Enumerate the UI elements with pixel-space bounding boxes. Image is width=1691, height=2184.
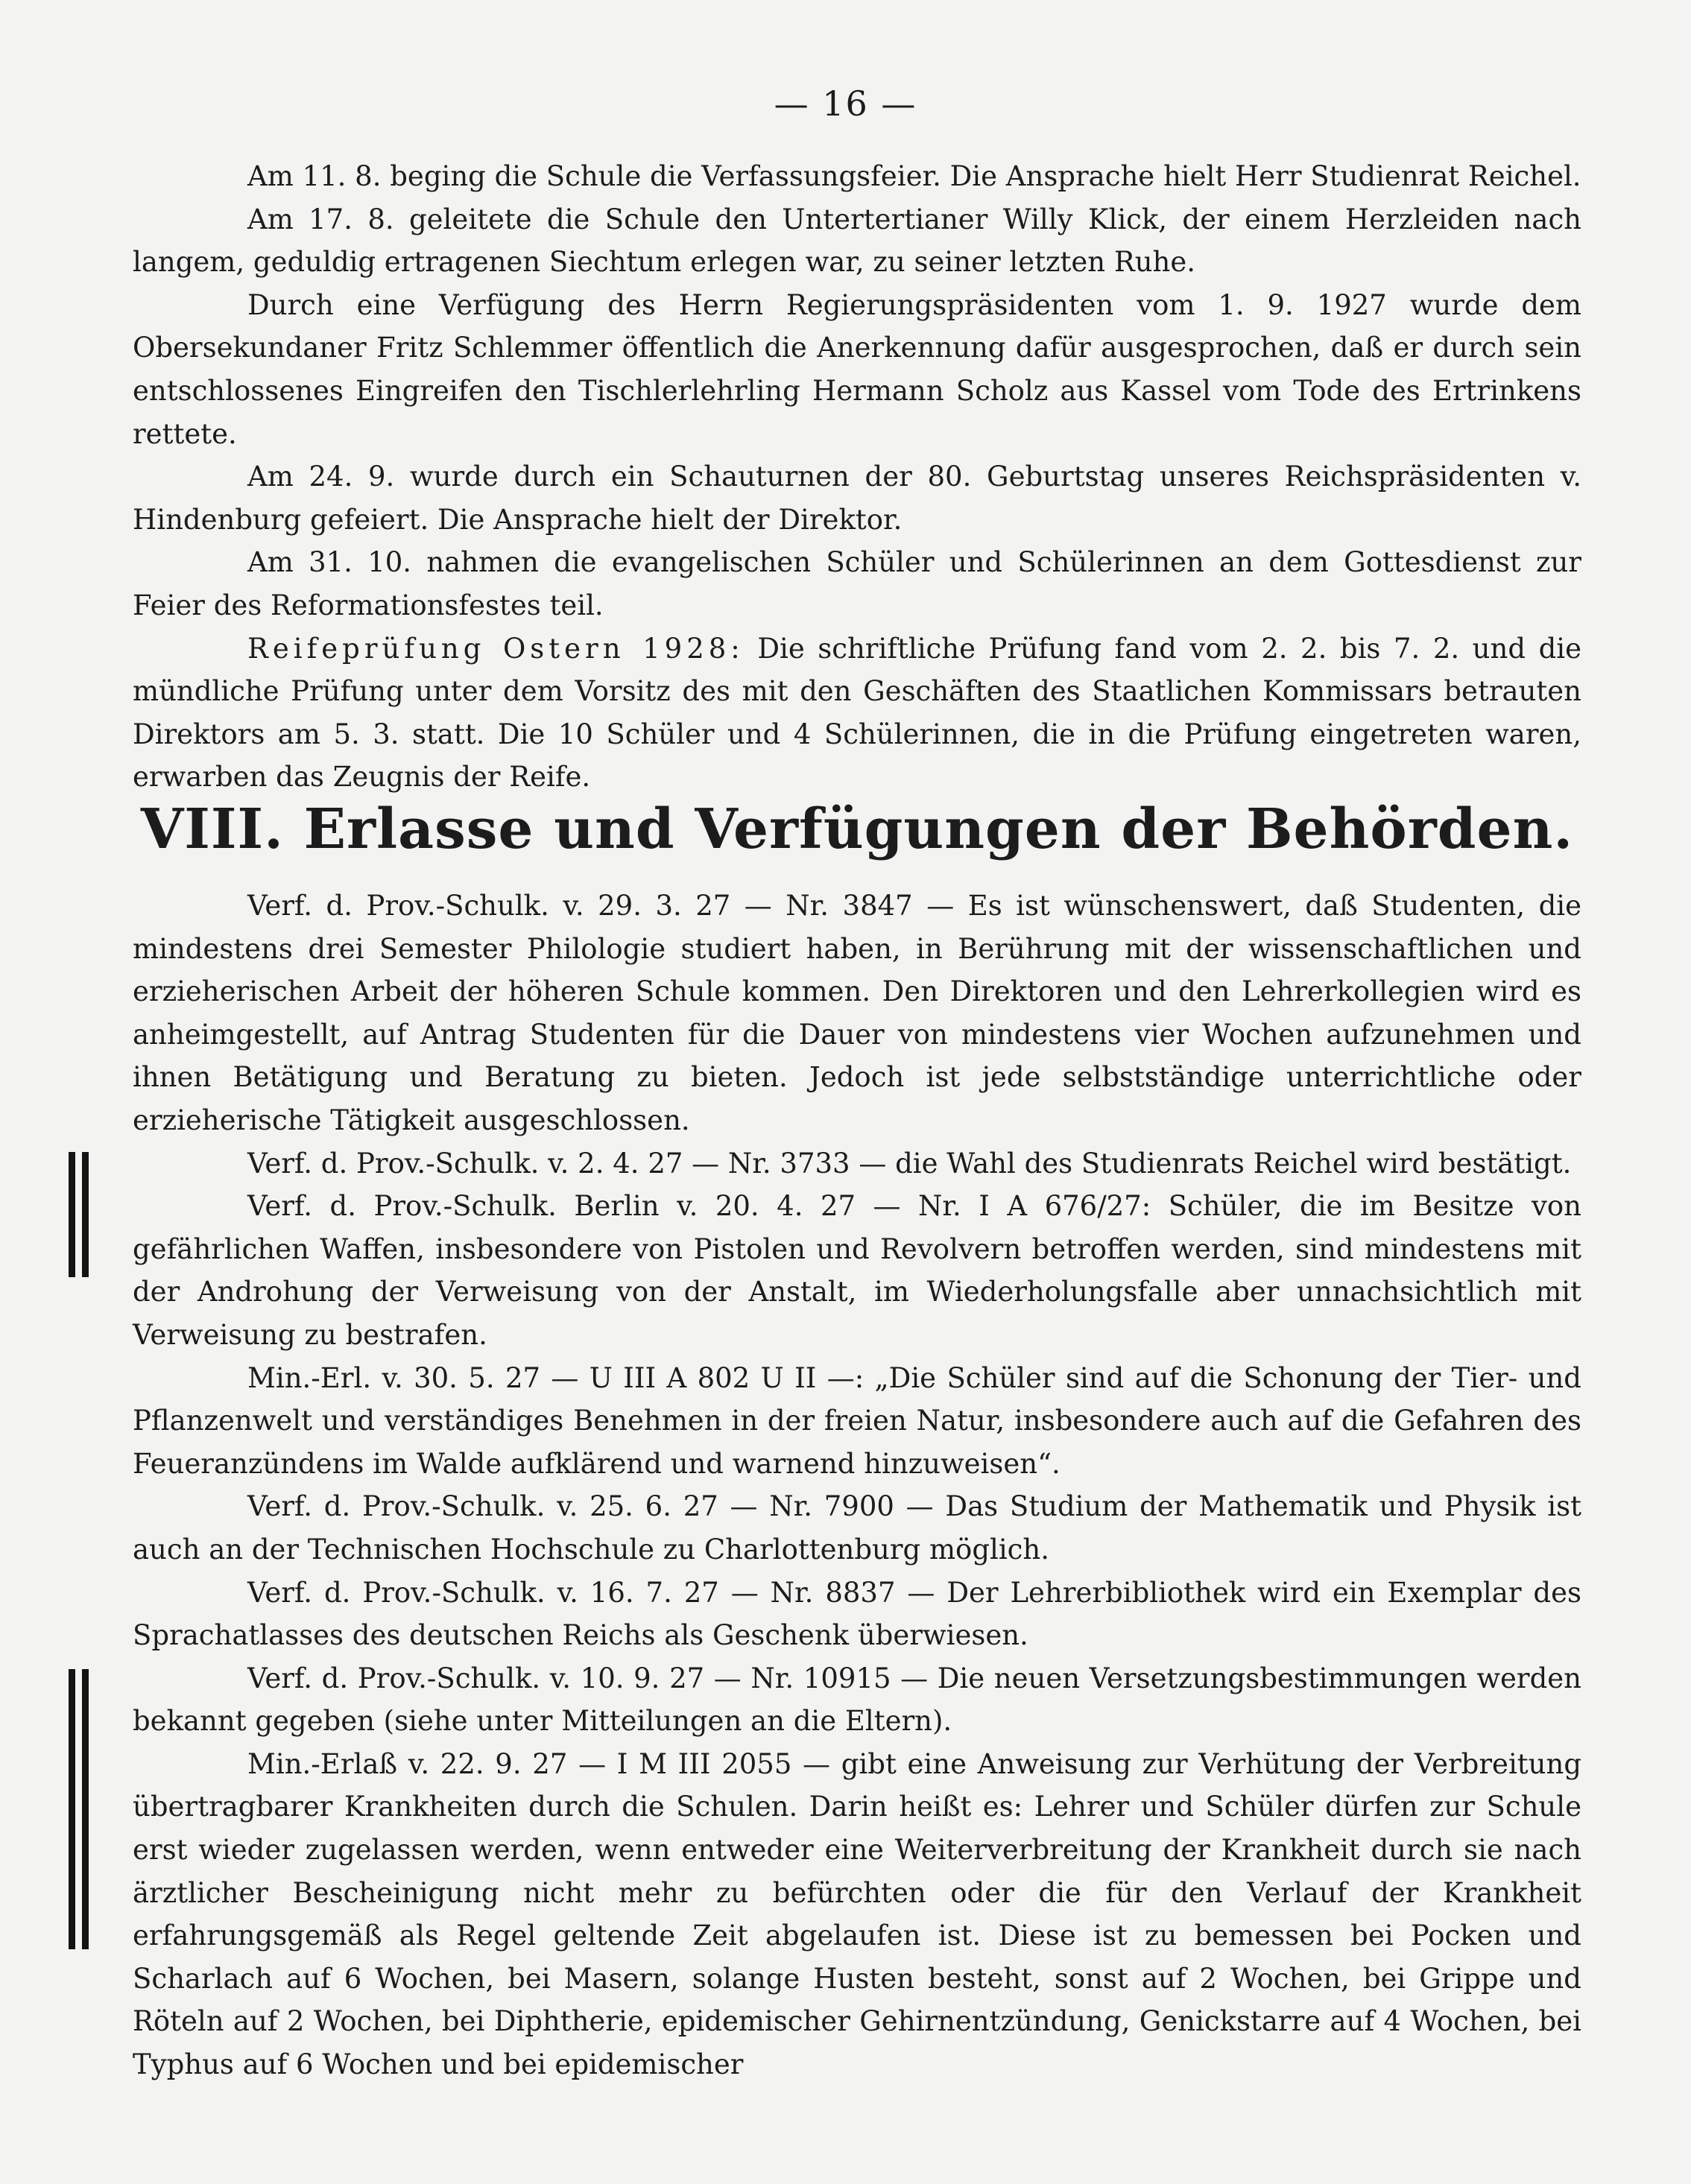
- paragraph-final-exam: [133, 627, 1581, 799]
- decree-contagious-diseases: Min.-Erlaß v. 22. 9. 27 — I M III 2055 — gibt eine Anweisung zur Verhütung der Verbreitung übertragbarer Krankheiten durch die Schulen. Darin heißt es: Lehrer und Schüler dürfen zur Schule erst wieder zugelassen werden, wenn entweder eine Weiterverbreitung der Krankheit durch sie nach ärztlicher Bescheinigung nicht mehr zu befürchten oder die für den Verlauf der Krankheit erfahrungsgemäß als Regel geltende Zeit abgelaufen ist. Diese ist zu bemessen bei Pocken und Scharlach auf 6 Wochen, bei Masern, solange Husten besteht, sonst auf 2 Wochen, bei Grippe und Röteln auf 2 Wochen, bei Diphtherie, epidemischer Gehirnentzündung, Genickstarre auf 4 Wochen, bei Typhus auf 6 Wochen und bei epidemischer: [133, 1747, 1581, 2081]
- margin-marker-bar: [82, 1152, 89, 1277]
- final-exam-text: Die schriftliche Prüfung fand vom 2. 2. bis 7. 2. und die mündliche Prüfung unter dem Vorsitz des mit den Geschäften des Staatlichen Kommissars betrauten Direktors am 5. 3. statt. Die 10 Schüler und 4 Schülerinnen, die in die Prüfung eingetreten waren, erwarben das Zeugnis der Reife.: [133, 632, 1581, 794]
- paragraph-hindenburg-birthday: Am 24. 9. wurde durch ein Schauturnen der 80. Geburtstag unseres Reichspräsidenten v. Hindenburg gefeiert. Die Ansprache hielt der Direktor.: [133, 460, 1581, 536]
- decree-speech-atlas: Verf. d. Prov.-Schulk. v. 16. 7. 27 — Nr. 8837 — Der Lehrerbibliothek wird ein Exemplar des Sprachatlasses des deutschen Reichs als Geschenk überwiesen.: [133, 1576, 1581, 1652]
- decree-students-practice: Verf. d. Prov.-Schulk. v. 29. 3. 27 — Nr. 3847 — Es ist wünschenswert, daß Studenten, die mindestens drei Semester Philologie studiert haben, in Berührung mit der wissenschaftlichen und erzieherischen Arbeit der höheren Schule kommen. Den Direktoren und den Lehrerkollegien wird es anheimgestellt, auf Antrag Studenten für die Dauer von mindestens vier Wochen aufzunehmen und ihnen Betätigung und Beratung zu bieten. Jedoch ist jede selbstständige unterrichtliche oder erzieherische Tätigkeit ausgeschlossen.: [133, 890, 1581, 1136]
- decree-nature-protection: Min.-Erl. v. 30. 5. 27 — U III A 802 U II —: „Die Schüler sind auf die Schonung der Tier- und Pflanzenwelt und verständiges Benehmen in der freien Natur, insbesondere auch auf die Gefahren des Feueranzündens im Walde aufklärend und warnend hinzuweisen“.: [133, 1361, 1581, 1480]
- paragraph-verfassungsfeier: Am 11. 8. beging die Schule die Verfassungsfeier. Die Ansprache hielt Herr Studienrat Reichel.: [247, 160, 1581, 192]
- margin-marker-bar: [82, 1669, 89, 1949]
- margin-marker-bar: [69, 1152, 75, 1277]
- page-number: — 16 —: [774, 83, 917, 124]
- decree-promotion-rules: Verf. d. Prov.-Schulk. v. 10. 9. 27 — Nr. 10915 — Die neuen Versetzungsbestimmungen werden bekannt gegeben (siehe unter Mitteilungen an die Eltern).: [133, 1662, 1581, 1738]
- decree-weapons: Verf. d. Prov.-Schulk. Berlin v. 20. 4. 27 — Nr. I A 676/27: Schüler, die im Besitze von gefährlichen Waffen, insbesondere von Pistolen und Revolvern betroffen werden, sind mindestens mit der Androhung der Verweisung von der Anstalt, im Wiederholungsfalle aber unnachsichtlich mit Verweisung zu bestrafen.: [133, 1190, 1581, 1351]
- decree-reichel-confirmation: Verf. d. Prov.-Schulk. v. 2. 4. 27 — Nr. 3733 — die Wahl des Studienrats Reichel wird bestätigt.: [247, 1147, 1572, 1180]
- margin-marker-bar: [69, 1669, 75, 1949]
- section-heading: VIII. Erlasse und Verfügungen der Behörden.: [140, 797, 1574, 861]
- paragraph-rescue-recognition: Durch eine Verfügung des Herrn Regierungspräsidenten vom 1. 9. 1927 wurde dem Obersekundaner Fritz Schlemmer öffentlich die Anerkennung dafür ausgesprochen, daß er durch sein entschlossenes Eingreifen den Tischlerlehrling Hermann Scholz aus Kassel vom Tode des Ertrinkens rettete.: [133, 288, 1581, 450]
- final-exam-label: Reifeprüfung Ostern 1928:: [247, 632, 745, 665]
- school-events-section: [133, 155, 1581, 799]
- paragraph-funeral: Am 17. 8. geleitete die Schule den Untertertianer Willy Klick, der einem Herzleiden nach langem, geduldig ertragenen Siechtum erlegen war, zu seiner letzten Ruhe.: [133, 203, 1581, 279]
- paragraph-reformation-service: Am 31. 10. nahmen die evangelischen Schüler und Schülerinnen an dem Gottesdienst zur Feier des Reformationsfestes teil.: [133, 546, 1581, 621]
- decree-technical-university: Verf. d. Prov.-Schulk. v. 25. 6. 27 — Nr. 7900 — Das Studium der Mathematik und Physik ist auch an der Technischen Hochschule zu Charlottenburg möglich.: [133, 1490, 1581, 1566]
- decrees-section: [133, 884, 1581, 2086]
